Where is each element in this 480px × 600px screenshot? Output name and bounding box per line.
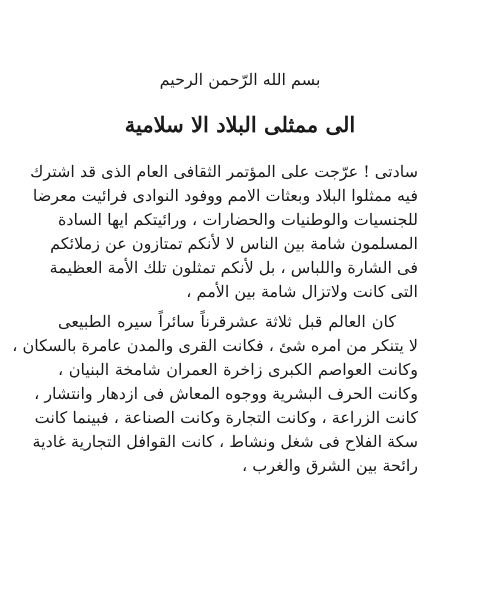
text-line: وكانت الحرف البشرية ووجوه المعاش فى ازدهار وانتشار ، <box>34 384 418 403</box>
body-text <box>12 160 418 478</box>
text-line: كان العالم قبل ثلاثة عشرقرناً سائراً سيره الطبيعى <box>58 312 396 331</box>
text-line: سكة الفلاح فى شغل ونشاط ، كانت القوافل التجارية غادية <box>32 432 418 451</box>
text-line: لا يتنكر من امره شئ ، فكانت القرى والمدن عامرة بالسكان ، <box>12 336 418 355</box>
text-line: المسلمون شامة بين الناس لا لأنكم تمتازون عن زملائكم <box>50 234 418 253</box>
text-line: التى كانت ولاتزال شامة بين الأمم ، <box>186 282 418 301</box>
text-line: فيه ممثلوا البلاد وبعثات الامم ووفود النوادى فرائيت معرضا <box>32 186 418 205</box>
text-line: فى الشارة واللباس ، بل لأنكم تمثلون تلك الأمة العظيمة <box>49 258 418 277</box>
page-title: الى ممثلى البلاد الا سلامية <box>124 112 356 137</box>
text-line: سادتى ! عرّجت على المؤتمر الثقافى العام الذى قد اشترك <box>30 162 418 181</box>
text-line: للجنسيات والوطنيات والحضارات ، ورائيتكم ايها السادة <box>58 210 418 229</box>
text-line: رائحة بين الشرق والغرب ، <box>242 456 418 475</box>
basmala: بسم الله الرّحمن الرحيم <box>159 70 321 89</box>
text-line: كانت الزراعة ، وكانت التجارة وكانت الصناعة ، فبينما كانت <box>34 408 418 427</box>
text-line: وكانت العواصم الكبرى زاخرة العمران شامخة البنيان ، <box>58 360 418 379</box>
